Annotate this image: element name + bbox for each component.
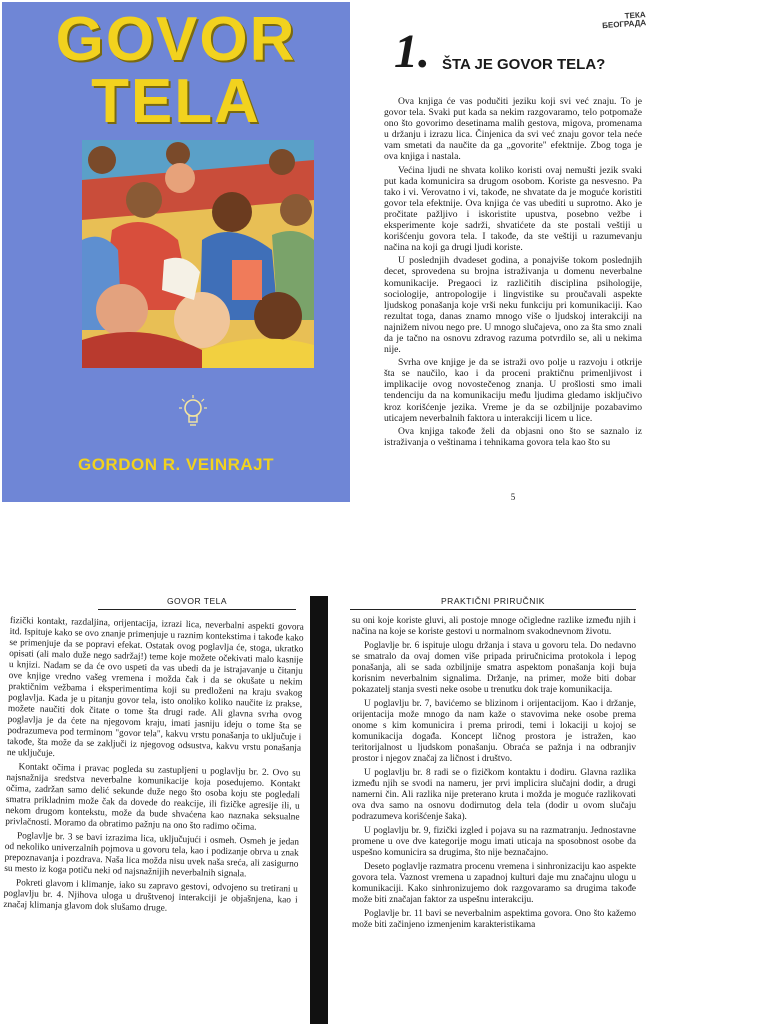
paragraph: U poglavlju br. 8 radi se o fizičkom kontaktu i dodiru. Glavna razlika između njih se svodi na nameru, jer prvi implicira slučajni dodir, a drugi namerni čin. Ali razlika nije preterano kruta i možda je moguće razlikovati ova dva samo na osnovu dodirnutog dela tela (dodir u ovom slučaju podrazumeva korišćenje šaka). (352, 768, 636, 822)
publisher-bulb-icon (178, 394, 208, 432)
paragraph: Poglavlje br. 3 se bavi izrazima lica, uključujući i osmeh. Osmeh je jedan od nekoliko univerzalnih pojmova u govoru tela, kao i podizanje obrva u znak prepoznavanja i pozdrava. Naša lica možda nisu uvek naša sreća, ali zasigurno su mesto iz koga potiču neki od najsnažnijih neverbalnih signala. (4, 831, 300, 880)
stamp-line-1: ТЕКА (624, 10, 646, 21)
paragraph: Deseto poglavlje razmatra procenu vremena i sinhronizaciju kao aspekte govora tela. Vaznost vremena u zapadnoj kulturi daje mu značajnu ulogu u komunikaciji. Kako sinhronizujemo dok razgovaramo sa drugima takođe može biti značajan faktor za uspešnu interakciju. (352, 862, 636, 905)
paragraph: U poglavlju br. 9, fizički izgled i pojava su na razmatranju. Jednostavne promene u ove dve kategorije mogu imati uticaja na sposobnost osobe da uspešno komunicira sa drugima, što nije beznačajno. (352, 826, 636, 858)
paragraph: Poglavlje br. 11 bavi se neverbalnim aspektima govora. Ono što kažemo može biti začinjeno izmenjenim karakteristikama (352, 909, 636, 930)
right-page-body (330, 616, 640, 931)
paragraph: su oni koje koriste gluvi, ali postoje mnoge očigledne razlike između njih i načina na koje se koriste gestovi u normalnom svakodnevnom životu. (352, 616, 636, 637)
book-cover (2, 2, 350, 502)
library-stamp (564, 11, 647, 33)
left-book-page (3, 596, 306, 1024)
stamp-line-2: БЕОГРАДА (601, 18, 647, 31)
page-number: 5 (510, 492, 516, 502)
paragraph: Ova knjiga će vas podučiti jeziku koji svi već znaju. To je govor tela. Svaki put kada sa nekim razgovaramo, telo potpomaže ono što govorimo desetinama malih gestova, migova, promenama u držanju i izrazu lica. Činjenica da svi već znaju govor tela neće vam smetati da naučite da ga „govorite" efektnije. Zbog toga je ova knjiga i nastala. (384, 96, 642, 163)
page-5 (368, 2, 664, 502)
cover-title-line2: TELA (91, 67, 261, 136)
cover-author: GORDON R. VEINRAJT (77, 455, 275, 474)
paragraph: Poglavlje br. 6 ispituje ulogu držanja i stava u govoru tela. Do nedavno se smatralo da ovaj domen više pripada priručnicima protokola i lepog ponašanja, ali se sada ozbiljnije smatra aspektom ponašanja koji buja korisnim neverbalnim signalima. Držanje, na primer, može biti dobar pokazatelj stanja svesti neke osobe u trenutku dok traje komunikacija. (352, 641, 636, 695)
running-head: GOVOR TELA (98, 596, 296, 610)
paragraph: Svrha ove knjige je da se istraži ovo polje u razvoju i otkrije šta se naučilo, kao i da proceni praktičnu primenljivost i implikacije ovog novostečenog znanja. U prošlosti smo imali tendenciju da na komunikaciju među ljudima gledamo isključivo kroz korišćenje jezika. Vreme je da se ozbiljnije pozabavimo uticajem neverbalnih faktora u interakciji licem u lice. (384, 357, 642, 424)
paragraph: Većina ljudi ne shvata koliko koristi ovaj nemušti jezik svaki put kada komunicira sa drugom osobom. Koriste ga nesvesno. Pa tako i vi. Verovatno i vi, takođe, ne shvatate da je moguće koristiti govor tela efektnije. Ova knjiga će vas ubediti u suprotno. Ako je pročitate pažljivo i iskoristite upustva, posebno vežbe i eksperimente koje sadrži, shvatićete da ste postali veštiji u korišćenju govora tela. I takođe, da ste veštiji u razumevanju načina na koji ga drugi ljudi koriste. (384, 164, 642, 254)
cover-illustration (82, 140, 314, 368)
right-book-page (330, 596, 640, 1024)
cover-title-line1: GOVOR (55, 5, 297, 74)
paragraph: U poglavlju br. 7, bavićemo se blizinom i orijentacijom. Kao i držanje, orijentacija može mnogo da nam kaže o stavovima neke osobe prema onome s kim komunicira i prema prirodi, temi i lokaciji u kojoj se komunikacija događa. Koncept ličnog prostora je istražen, kao teritorijalnost u ljudskom ponašanju. Obraća se pažnja i na odbranjiv prostor i njegov značaj za ličnost i društvo. (352, 699, 636, 764)
page-5-body (384, 96, 642, 450)
chapter-title: ŠTA JE GOVOR TELA? (442, 56, 606, 73)
paragraph: fizički kontakt, razdaljina, orijentacija, izrazi lica, neverbalni aspekti govora itd. Ispituje kako se ovo znanje primenjuje u raznim kontekstima i takođe kako se primenjuje da se popravi efekat. Ostatak ovog poglavlja će, stoga, ukratko opisati (ali malo duže nego sadržaj!) teme koje možete očekivati malo kasnije u knjizi. Nadam se da će ovo uspeti da vas ubedi da je istrajavanje u čitanju ove knjige vredno vašeg vremena i možda čak i da se okušate u nekim praktičnim vežbama i eksperimentima koji su predloženi na kraju svakog poglavlja. Kada je u pitanju govor tela, isto onoliko koliko naučite iz prakse, možete naučiti dok čitate o tome šta drugi rade. Ali glavna svrha ovog poglavlja je da ćete na njegovom kraju, imati jasniju ideju o tome šta se podrazumeva pod terminom "govor tela", kakvu vrstu ponašanja to uključuje i takođe, šta može da se zaključi iz njegovog odsustva, kakvu vrstu ponašanja ne uključuje. (6, 616, 304, 760)
running-head: PRAKTIČNI PRIRUČNIK (350, 596, 636, 610)
paragraph: U poslednjih dvadeset godina, a ponajviše tokom poslednjih decet, sprovedena su brojna istraživanja u domenu neverbalne komunikacije. Pregaoci iz različitih disciplina psihologije, sociologije, antropologije i lingvistike su proučavali aspekte ljudskog ponašanja koje vrši neku funkciju pri komunikaciji. Kao rezultat toga, danas znamo mnogo više o ljudskoj interakciji na najnižem nivou nego pre. U mnogo slučajeva, ono za šta smo znali da je tačno na osnovu zdravog razuma potvrdilo se, ali u nekima nije. (384, 255, 642, 356)
book-binding-shadow (310, 596, 328, 1024)
paragraph: Ova knjiga takođe želi da objasni ono što se saznalo iz istraživanja o veštinama i tehnikama govora tela kao što su (384, 425, 642, 448)
paragraph: Pokreti glavom i klimanje, iako su zapravo gestovi, odvojeno su tretirani u poglavlju br. 4. Njihova uloga u društvenoj interakciji je objašnjena, kao i značaj klimanja glavom dok slušamo druge. (3, 878, 298, 914)
left-page-body (3, 616, 306, 918)
paragraph: Kontakt očima i pravac pogleda su zastupljeni u poglavlju br. 2. Ovo su najsnažnija sredstva neverbalne komunikacije koja posedujemo. Kontakt očima, zadržan samo delić sekunde duže nego što osoba koju ste pogledali smatra prikladnim može čak da dovede do reakcije, ili fizičke agresije ili, u nekom drugom kontekstu, može da bude shvaćena kao naznaka seksualne privlačnosti. Moramo da obratimo pažnju na ono što radimo očima. (5, 762, 301, 833)
chapter-number: 1. (394, 25, 430, 78)
